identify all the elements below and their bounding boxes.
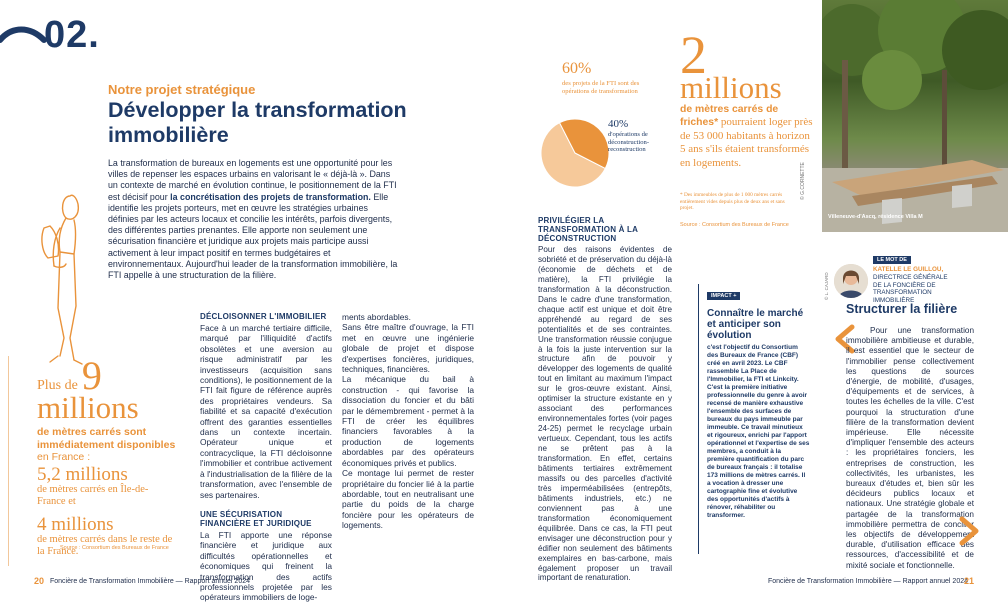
- col1-heading-2: UNE SÉCURISATION FINANCIÈRE ET JURIDIQUE: [200, 509, 312, 528]
- impact-tag: IMPACT +: [707, 292, 740, 300]
- stat-52-desc: de mètres carrés en Île-de-France et: [37, 484, 149, 507]
- pie-60-value: 60%: [562, 60, 592, 77]
- struct-text: Pour une transformation immobilière ambitieuse et durable, il est essentiel que le secteur de l'immobilier pense collectivement les questions de sources d'énergie, de mobilité, d'usages, d'équipements et de services, à toutes les échelles de la ville. C'est pourquoi la structuration d'une filière de la transformation devient impérieuse. Elle nécessite d'impliquer l'ensemble des acteurs : les propriétaires fonciers, les entreprises de construction, les collectivités, les urbanistes, les bureaux d'études et, bien sûr les décideurs publics locaux et nationaux. Une stratégie globale et partagée de la transformation immobilière permettra de concilier les objectifs de développement durable, d'utilisation efficace des ressources, d'accessibilité et de mixité sociale et fonctionnelle.: [846, 326, 974, 570]
- impact-box: [698, 284, 811, 554]
- stat-source: Source : Consortium des Bureaux de France: [60, 545, 169, 551]
- mot-name: KATELLE LE GUILLOU,: [873, 266, 944, 273]
- col2-text: ments abordables. Sans être maître d'ouvrage, la FTI met en œuvre une ingénierie globale de projet et dispose d'expertises foncières, juridiques, techniques, financières. La mécanique du bail à construction - qui favorise la dissociation du foncier et du bâti par le démembrement - permet à la FTI de créer les équilibres financiers favorables à la production de logements abordables par des opérateurs économiques privés et publics. Ce montage lui permet de rester propriétaire du foncier lié à la partie abordable, tout en neutralisant une partie du poids de la charge foncière pour les opérateurs de logements.: [342, 312, 474, 531]
- right-footer: Foncière de Transformation Immobilière — Rapport annuel 2024: [768, 578, 968, 585]
- stat-52: 5,2 millions: [37, 464, 128, 485]
- friches-text: pourraient loger près de 53 000 habitants à horizon 5 ans s'ils étaient transformés en logements.: [680, 116, 813, 169]
- column-1: [200, 312, 332, 603]
- struct-title: Structurer la filière: [846, 302, 958, 316]
- stat-9: 9: [81, 353, 102, 398]
- stat-millions: millions: [37, 390, 139, 425]
- friches-bold: de mètres carrés de friches*: [680, 104, 779, 129]
- portrait-drawing: [834, 264, 868, 298]
- photo-scene: [822, 0, 1008, 232]
- intro-bold: la concrétisation des projets de transformation.: [170, 191, 371, 202]
- col3-heading: PRIVILÉGIER LA TRANSFORMATION À LA DÉCONSTRUCTION: [538, 216, 638, 243]
- column-3: [538, 216, 672, 583]
- title-line-2: immobilière: [108, 123, 229, 147]
- column-2: [342, 312, 474, 531]
- pie-40-desc: d'opérations de déconstruction-reconstruction: [608, 131, 650, 154]
- mot-role: DIRECTRICE GÉNÉRALE DE LA FONCIÈRE DE TRANSFORMATION IMMOBILIÈRE: [873, 274, 948, 304]
- photo-benches: [822, 0, 1008, 232]
- col1-text-2: La FTI apporte une réponse financière et juridique aux difficultés opérationnelles et économiques qui freinent la transformation des actifs professionnels projetée par les opérateurs immobiliers de loge-: [200, 529, 332, 603]
- portrait-credit: © L. CAJARD: [824, 272, 829, 300]
- intro-paragraph: [108, 158, 398, 281]
- friches-paragraph: [680, 104, 816, 170]
- pie-60-desc: des projets de la FTI sont des opérations de transformation: [562, 80, 640, 95]
- intro-text-2: Elle identifie les projets porteurs, met en œuvre les stratégies urbaines définies par les acteurs locaux et concilie les intérêts, parfois divergents, des différentes parties prenantes. Elle apporte non seulement une sécurisation financière et juridique aux projets mais participe aussi activement à leur impact positif en termes budgétaires et environnementaux. Aujourd'hui leader de la transformation immobilière, la FTI appelle à une structuration de la filière.: [108, 191, 398, 281]
- photo-credit: © G.CORNETTE: [800, 162, 806, 200]
- page-title: [108, 98, 407, 148]
- stat-box: [8, 353, 185, 566]
- right-page-number: 21: [964, 576, 975, 586]
- title-line-1: Développer la transformation: [108, 98, 407, 122]
- photo-caption: Villeneuve-d'Ascq, résidence Villa M: [828, 214, 923, 220]
- quote-close-icon: [956, 516, 982, 546]
- millions-label: millions: [680, 70, 782, 105]
- friches-source: Source : Consortium des Bureaux de France: [680, 222, 789, 228]
- mot-label: LE MOT DE: [873, 256, 911, 264]
- pie-chart: [538, 116, 612, 190]
- stat-4: 4 millions: [37, 514, 114, 535]
- kicker: Notre projet stratégique: [108, 82, 256, 97]
- pie-40-value: 40%: [608, 118, 629, 130]
- stat-en-france: en France :: [37, 451, 91, 463]
- woman-illustration: [36, 178, 100, 378]
- impact-title: Connaître le marché et anticiper son évolution: [707, 308, 804, 342]
- col3-text: Pour des raisons évidentes de sobriété et de préservation du déjà-là (économie de déchets et de matière), la FTI privilégie la transformation à la déconstruction. Dans le cadre d'une transformation, chaque actif est unique et doit être appréhendé au regard de ses potentialités et de ses contraintes. Une transformation réussie conjugue à la fois la juste intervention sur la structure afin de pouvoir y développer des logements de qualité tout en limitant au maximum l'impact sur le gros-œuvre existant. Ainsi, optimiser la structure existante en y associant des performances environnementales fortes (voir pages 24-25) permet le recyclage urbain vertueux. Cependant, tous les actifs ne se prêtent pas à la transformation. En effet, certains bâtiments tertiaires extrêmement massifs ou des parcelles d'activité très imperméabilisées (entrepôts, bâtiments industriels, etc.) ne conviennent pas à une transformation économiquement équilibrée. Dans ce cas, la FTI peut envisager une déconstruction pour y édifier non seulement des bâtiments exemplaires en bas-carbone, mais également proposer un travail important de renaturation.: [538, 245, 672, 583]
- stat-plus-de: Plus de: [37, 378, 78, 393]
- friches-footnote: * Des immeubles de plus de 1 000 mètres carrés entièrement vides depuis plus de deux ans et sans projet.: [680, 192, 785, 211]
- left-page-number: 20: [34, 576, 45, 586]
- col1-heading: DÉCLOISONNER L'IMMOBILIER: [200, 312, 327, 321]
- big-2: 2: [680, 25, 707, 85]
- stat-desc: de mètres carrés sont immédiatement disponibles: [37, 426, 176, 451]
- col1-text: Face à un marché tertiaire difficile, marqué par l'illiquidité d'actifs obsolètes et une aversion au risque administratif par les investisseurs (acquisition sans conditions), le positionnement de la FTI fait figure de référence auprès des propriétaires vendeurs. Sa fiabilité et sa capacité d'exécution offrent des garanties essentielles dans un contexte incertain. Opérateur unique et contracyclique, la FTI décloisonne l'immobilier et contribue activement à l'industrialisation de la filière de la transformation, avec l'ensemble de ses partenaires.: [200, 323, 332, 500]
- impact-text: c'est l'objectif du Consortium des Bureaux de France (CBF) créé en avril 2023. Le CBF rassemble La Place de l'Immobilier, la FTI et Linkcity. C'est la première initiative professionnelle du genre à avoir recensé de manière exhaustive l'ensemble des surfaces de bureaux du pays immeuble par immeuble. Ce travail minutieux et rigoureux, enrichi par l'apport opérationnel et l'expertise de ses membres, a conduit à la première quantification du parc de bureaux français : il totalise 173 millions de mètres carrés. Il a vocation à dresser une cartographie fine et évolutive des opportunités d'actifs à rénover, réhabiliter ou transformer.: [707, 344, 810, 519]
- left-footer: Foncière de Transformation Immobilière — Rapport annuel 2024: [50, 578, 250, 585]
- portrait: [834, 264, 868, 298]
- intro-text-1: La transformation de bureaux en logements est une opportunité pour les villes de repenser les espaces urbains en valorisant le « déjà-là ». Dans un contexte de marché en évolution continue, le positionnement de la FTI est décisif pour: [108, 158, 397, 202]
- section-number: 02.: [44, 14, 100, 56]
- stat-4-desc: de mètres carrés dans le reste de la France.: [37, 534, 173, 557]
